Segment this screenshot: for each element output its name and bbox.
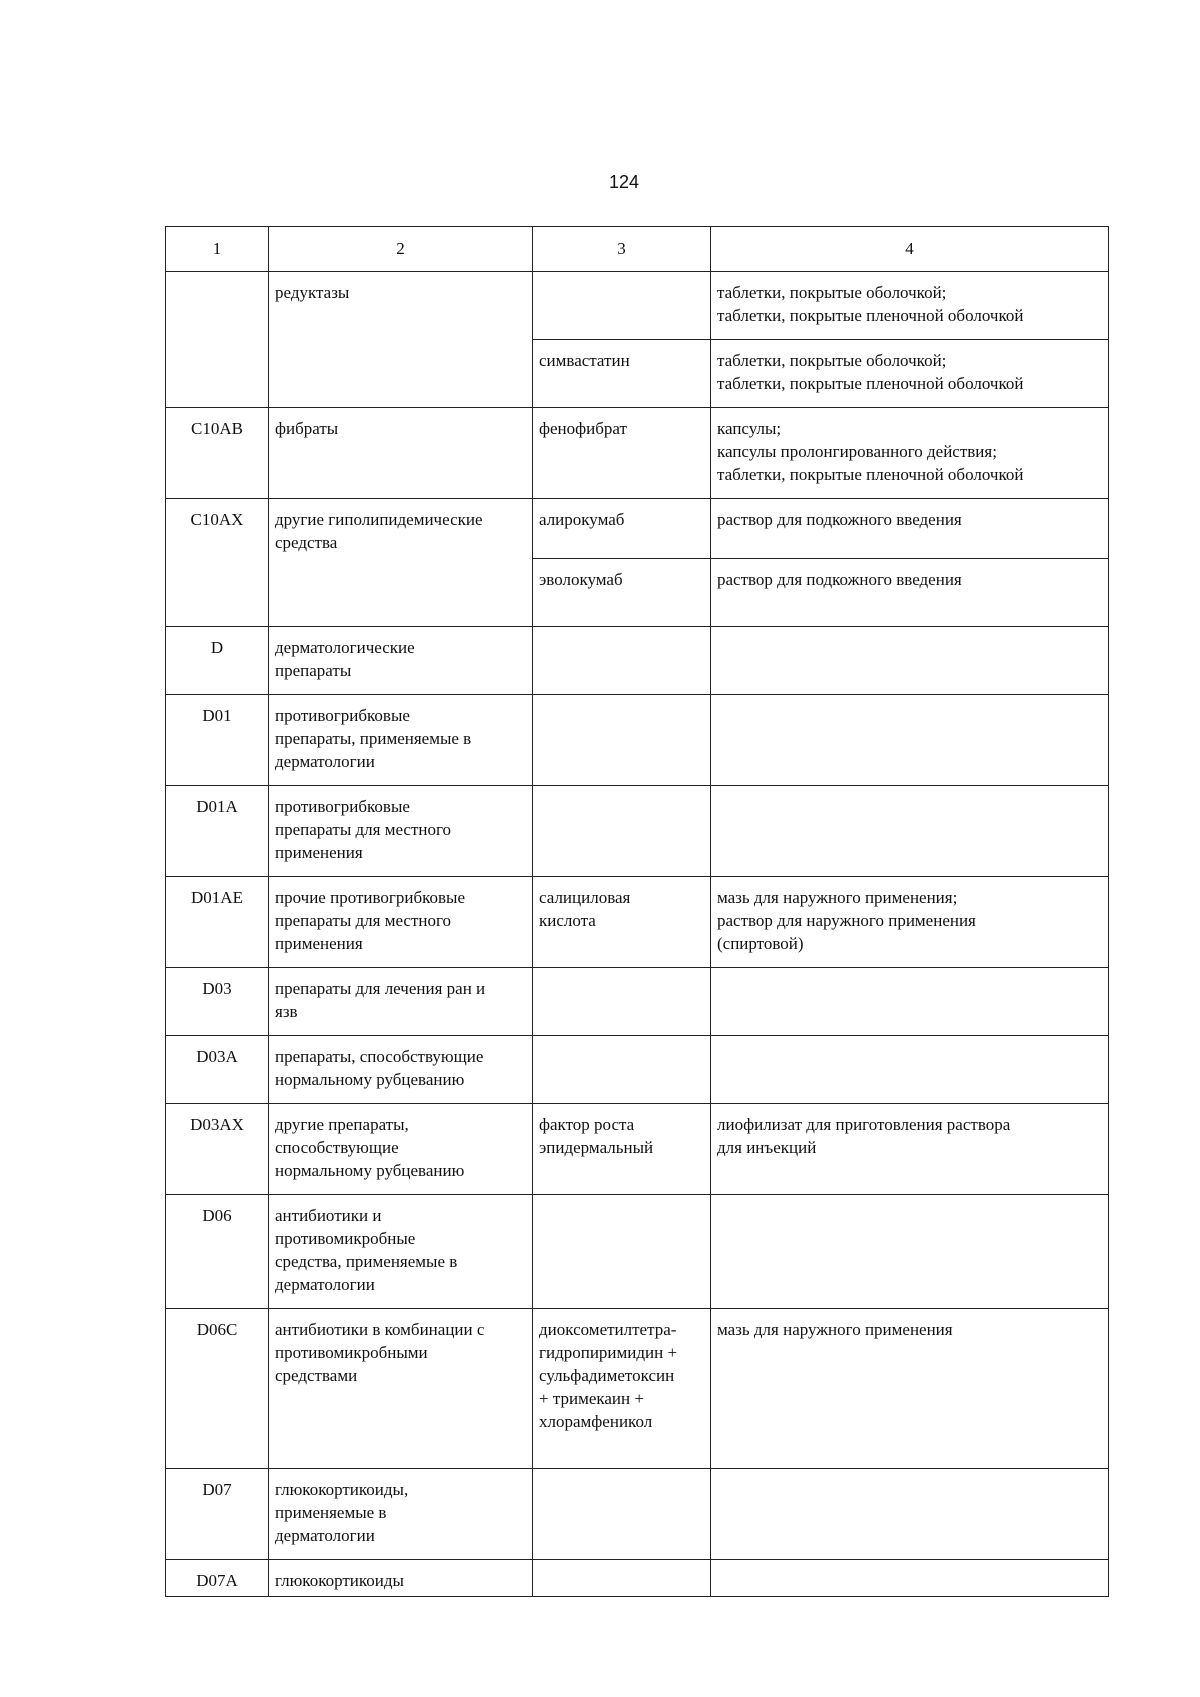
cell-line: другие препараты, xyxy=(275,1114,409,1134)
drug-name-cell xyxy=(533,272,711,340)
cell-line: мазь для наружного применения xyxy=(717,1319,953,1339)
atc-code-cell: D01 xyxy=(166,694,269,785)
table-row xyxy=(166,272,1109,340)
cell-line: капсулы пролонгированного действия; xyxy=(717,442,997,461)
atc-code-cell: C10AX xyxy=(166,499,269,559)
table-row xyxy=(166,1559,1109,1596)
table-row xyxy=(166,1103,1109,1194)
cell-line: эпидермальный xyxy=(539,1137,654,1157)
cell-line: противогрибковые xyxy=(275,796,410,816)
cell-line: препараты для местного xyxy=(275,910,452,930)
table-row xyxy=(166,876,1109,967)
cell-line: лиофилизат для приготовления раствора xyxy=(717,1114,1011,1134)
group-name-cell xyxy=(269,1194,533,1308)
drug-name-cell xyxy=(533,1559,711,1596)
cell-line: противомикробные xyxy=(275,1228,416,1248)
dosage-form-cell xyxy=(711,272,1109,340)
cell-line: средства, применяемые в xyxy=(275,1251,458,1271)
cell-line: фактор роста xyxy=(539,1114,635,1134)
cell-line: диоксометилтетра- xyxy=(539,1319,677,1339)
cell-line: применения xyxy=(275,842,363,862)
dosage-form-cell xyxy=(711,626,1109,694)
cell-line: препараты для лечения ран и xyxy=(275,978,486,998)
cell-line: + тримекаин + xyxy=(539,1388,644,1408)
atc-code-cell: D03A xyxy=(166,1035,269,1103)
drug-name-cell xyxy=(533,876,711,967)
cell-line: хлорамфеникол xyxy=(539,1411,653,1431)
cell-line: таблетки, покрытые пленочной оболочкой xyxy=(717,465,1024,484)
group-name-cell xyxy=(269,876,533,967)
cell-line: таблетки, покрытые оболочкой; xyxy=(717,351,947,370)
cell-line: симвастатин xyxy=(539,351,630,370)
cell-line: дерматологии xyxy=(275,751,375,771)
cell-line: другие гиполипидемические xyxy=(275,510,483,529)
drug-name-cell xyxy=(533,499,711,559)
cell-line: раствор для подкожного введения xyxy=(717,510,962,529)
cell-line: раствор для наружного применения xyxy=(717,910,976,930)
cell-line: глюкокортикоиды, xyxy=(275,1479,409,1499)
group-name-cell xyxy=(269,785,533,876)
dosage-form-cell xyxy=(711,1559,1109,1596)
cell-line: препараты для местного xyxy=(275,819,452,839)
cell-line: глюкокортикоиды xyxy=(275,1570,404,1590)
group-name-cell xyxy=(269,558,533,626)
header-col-3: 3 xyxy=(533,227,711,272)
dosage-form-cell xyxy=(711,1308,1109,1468)
atc-code-cell: D07A xyxy=(166,1559,269,1596)
dosage-form-cell xyxy=(711,340,1109,408)
cell-line: фибраты xyxy=(275,419,339,438)
drug-name-cell xyxy=(533,967,711,1035)
drug-name-cell xyxy=(533,1035,711,1103)
drug-name-cell xyxy=(533,558,711,626)
cell-line: противогрибковые xyxy=(275,705,410,725)
dosage-form-cell xyxy=(711,1194,1109,1308)
atc-code-cell: D xyxy=(166,626,269,694)
cell-line: прочие противогрибковые xyxy=(275,887,466,907)
cell-line: эволокумаб xyxy=(539,569,623,589)
group-name-cell xyxy=(269,1035,533,1103)
dosage-form-cell xyxy=(711,1103,1109,1194)
drug-name-cell xyxy=(533,626,711,694)
cell-line: применения xyxy=(275,933,363,953)
drug-name-cell xyxy=(533,1194,711,1308)
header-col-4: 4 xyxy=(711,227,1109,272)
cell-line: раствор для подкожного введения xyxy=(717,569,962,589)
cell-line: средства xyxy=(275,533,338,552)
cell-line: алирокумаб xyxy=(539,510,625,529)
group-name-cell xyxy=(269,694,533,785)
table-row xyxy=(166,626,1109,694)
group-name-cell xyxy=(269,340,533,408)
drug-name-cell xyxy=(533,408,711,499)
drug-name-cell xyxy=(533,1308,711,1468)
table-row xyxy=(166,1035,1109,1103)
cell-line: способствующие xyxy=(275,1137,399,1157)
cell-line: антибиотики и xyxy=(275,1205,382,1225)
cell-line: кислота xyxy=(539,910,596,930)
table-row xyxy=(166,1468,1109,1559)
cell-line: нормальному рубцеванию xyxy=(275,1160,465,1180)
table-row xyxy=(166,1194,1109,1308)
dosage-form-cell xyxy=(711,499,1109,559)
cell-line: препараты, применяемые в xyxy=(275,728,472,748)
cell-line: дерматологии xyxy=(275,1525,375,1545)
drug-name-cell xyxy=(533,785,711,876)
table-row xyxy=(166,408,1109,499)
cell-line: противомикробными xyxy=(275,1342,428,1362)
table-row xyxy=(166,785,1109,876)
cell-line: язв xyxy=(275,1001,298,1021)
atc-code-cell: D06 xyxy=(166,1194,269,1308)
table-row xyxy=(166,499,1109,559)
group-name-cell xyxy=(269,408,533,499)
cell-line: таблетки, покрытые пленочной оболочкой xyxy=(717,306,1024,325)
header-col-1: 1 xyxy=(166,227,269,272)
cell-line: салициловая xyxy=(539,887,631,907)
atc-code-cell: D06C xyxy=(166,1308,269,1468)
table-row xyxy=(166,694,1109,785)
cell-line: применяемые в xyxy=(275,1502,387,1522)
drug-classification-table xyxy=(165,226,1109,1597)
atc-code-cell: D01AE xyxy=(166,876,269,967)
group-name-cell xyxy=(269,1468,533,1559)
table-row xyxy=(166,340,1109,408)
dosage-form-cell xyxy=(711,785,1109,876)
dosage-form-cell xyxy=(711,408,1109,499)
drug-name-cell xyxy=(533,340,711,408)
cell-line: нормальному рубцеванию xyxy=(275,1069,465,1089)
group-name-cell xyxy=(269,626,533,694)
page-number: 124 xyxy=(608,172,640,192)
cell-line: для инъекций xyxy=(717,1137,817,1157)
group-name-cell xyxy=(269,1103,533,1194)
cell-line: редуктазы xyxy=(275,283,350,302)
dosage-form-cell xyxy=(711,558,1109,626)
table-row xyxy=(166,967,1109,1035)
table-row xyxy=(166,1308,1109,1468)
cell-line: сульфадиметоксин xyxy=(539,1365,675,1385)
dosage-form-cell xyxy=(711,876,1109,967)
cell-line: гидропиримидин + xyxy=(539,1342,678,1362)
header-col-2: 2 xyxy=(269,227,533,272)
cell-line: таблетки, покрытые оболочкой; xyxy=(717,283,947,302)
drug-name-cell xyxy=(533,1468,711,1559)
atc-code-cell xyxy=(166,558,269,626)
cell-line: дерматологические xyxy=(275,637,415,657)
table-row xyxy=(166,558,1109,626)
dosage-form-cell xyxy=(711,1035,1109,1103)
group-name-cell xyxy=(269,1559,533,1596)
drug-name-cell xyxy=(533,694,711,785)
atc-code-cell: D01A xyxy=(166,785,269,876)
atc-code-cell xyxy=(166,340,269,408)
cell-line: средствами xyxy=(275,1365,358,1385)
cell-line: антибиотики в комбинации с xyxy=(275,1319,485,1339)
group-name-cell xyxy=(269,499,533,559)
cell-line: дерматологии xyxy=(275,1274,375,1294)
group-name-cell xyxy=(269,967,533,1035)
cell-line: таблетки, покрытые пленочной оболочкой xyxy=(717,374,1024,393)
drug-name-cell xyxy=(533,1103,711,1194)
dosage-form-cell xyxy=(711,1468,1109,1559)
cell-line: препараты, способствующие xyxy=(275,1046,484,1066)
cell-line: (спиртовой) xyxy=(717,933,804,953)
table-header-row xyxy=(166,227,1109,272)
atc-code-cell: D03AX xyxy=(166,1103,269,1194)
cell-line: фенофибрат xyxy=(539,419,627,438)
group-name-cell xyxy=(269,1308,533,1468)
cell-line: мазь для наружного применения; xyxy=(717,887,958,907)
atc-code-cell: D07 xyxy=(166,1468,269,1559)
atc-code-cell: C10AB xyxy=(166,408,269,499)
cell-line: капсулы; xyxy=(717,419,782,438)
dosage-form-cell xyxy=(711,694,1109,785)
cell-line: препараты xyxy=(275,660,352,680)
atc-code-cell xyxy=(166,272,269,340)
group-name-cell xyxy=(269,272,533,340)
dosage-form-cell xyxy=(711,967,1109,1035)
atc-code-cell: D03 xyxy=(166,967,269,1035)
